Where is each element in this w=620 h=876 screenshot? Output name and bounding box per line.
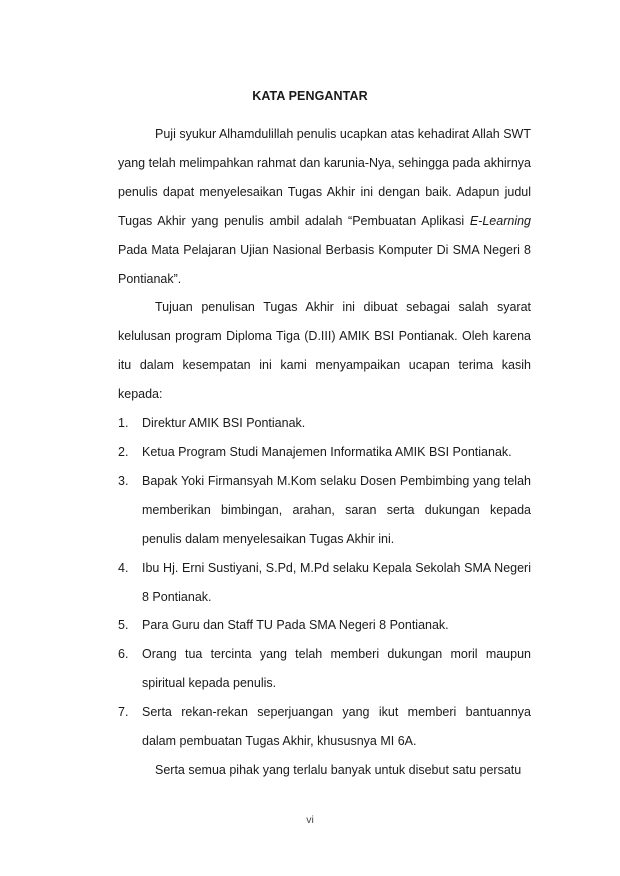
list-item-number: 3. bbox=[118, 473, 129, 488]
list-item-number: 5. bbox=[118, 618, 129, 633]
list-item bbox=[118, 467, 531, 554]
acknowledgement-list bbox=[118, 409, 531, 756]
list-item bbox=[118, 698, 531, 756]
list-item-text: Direktur AMIK BSI Pontianak. bbox=[142, 416, 306, 431]
list-item-text: Ketua Program Studi Manajemen Informatika AMIK BSI Pontianak. bbox=[142, 444, 512, 459]
page-title: KATA PENGANTAR bbox=[252, 89, 368, 103]
paragraph-purpose: Tujuan penulisan Tugas Akhir ini dibuat sebagai salah syarat kelulusan program Diploma Tiga (D.III) AMIK BSI Pontianak. Oleh karena itu dalam kesempatan ini kami menyampaikan ucapan terima kasih kepada: bbox=[118, 300, 531, 402]
list-item-number: 4. bbox=[118, 560, 129, 575]
list-item-text: Serta rekan-rekan seperjuangan yang ikut memberi bantuannya dalam pembuatan Tugas Akhir, khususnya MI 6A. bbox=[142, 705, 531, 749]
list-item-number: 2. bbox=[118, 444, 129, 459]
list-item bbox=[118, 554, 531, 612]
list-item-number: 1. bbox=[118, 416, 129, 431]
paragraph-intro-text: Puji syukur Alhamdulillah penulis ucapkan atas kehadirat Allah SWT yang telah melimpahkan rahmat dan karunia-Nya, sehingga pada akhirnya penulis dapat menyelesaikan Tugas Akhir ini dengan baik. Adapun judul Tugas Akhir yang penulis ambil adalah “Pembuatan Aplikasi bbox=[118, 127, 531, 228]
list-item-number: 7. bbox=[118, 705, 129, 720]
list-item-text: Ibu Hj. Erni Sustiyani, S.Pd, M.Pd selaku Kepala Sekolah SMA Negeri 8 Pontianak. bbox=[142, 560, 531, 604]
paragraph-intro-italic: E-Learning bbox=[469, 213, 531, 228]
paragraph-intro-text-end: Pada Mata Pelajaran Ujian Nasional Berbasis Komputer Di SMA Negeri 8 Pontianak”. bbox=[118, 242, 531, 286]
list-item bbox=[118, 409, 531, 438]
list-item bbox=[118, 611, 531, 640]
list-item-text: Para Guru dan Staff TU Pada SMA Negeri 8 Pontianak. bbox=[142, 618, 449, 633]
body-text bbox=[118, 120, 531, 785]
list-item-text: Bapak Yoki Firmansyah M.Kom selaku Dosen Pembimbing yang telah memberikan bimbingan, arahan, saran serta dukungan kepada penulis dalam menyelesaikan Tugas Akhir ini. bbox=[142, 473, 531, 546]
list-item-text: Orang tua tercinta yang telah memberi dukungan moril maupun spiritual kepada penulis. bbox=[142, 647, 531, 691]
list-item bbox=[118, 438, 531, 467]
page-number: vi bbox=[306, 814, 314, 826]
list-item-number: 6. bbox=[118, 647, 129, 662]
paragraph-closing: Serta semua pihak yang terlalu banyak untuk disebut satu persatu bbox=[155, 762, 522, 777]
list-item bbox=[118, 640, 531, 698]
paragraph-intro bbox=[118, 120, 531, 293]
